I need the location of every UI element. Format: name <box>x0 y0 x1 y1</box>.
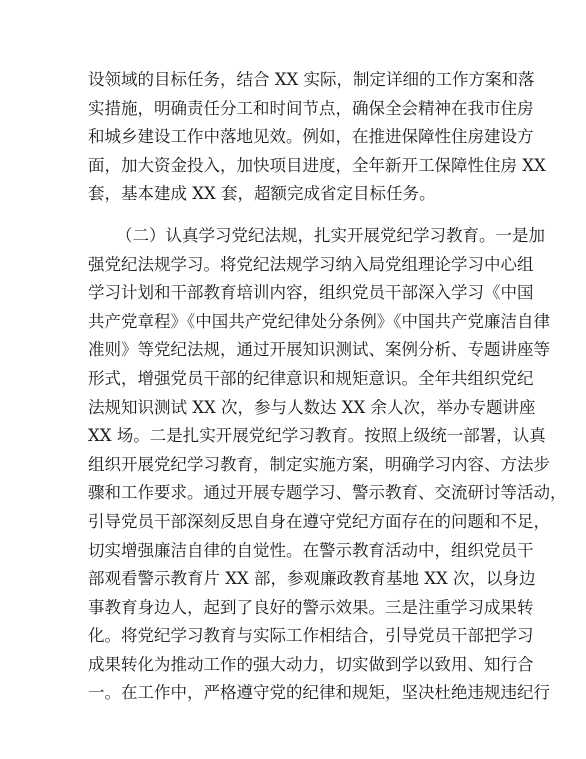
paragraph-line: 形式，增强党员干部的纪律意识和规矩意识。全年共组织党纪 <box>88 368 534 388</box>
document-body <box>88 66 567 708</box>
paragraph-line: 强党纪法规学习。将党纪法规学习纳入局党组理论学习中心组 <box>88 254 534 274</box>
paragraph-line: 化。将党纪学习教育与实际工作相结合，引导党员干部把学习 <box>88 626 534 646</box>
paragraph-line: 事教育身边人，起到了良好的警示效果。三是注重学习成果转 <box>88 597 534 617</box>
paragraph-spacer <box>88 209 508 222</box>
paragraph-line: 设领域的目标任务，结合 XX 实际，制定详细的工作方案和落 <box>88 70 535 89</box>
paragraph-2 <box>88 222 567 708</box>
paragraph-line: 准则》等党纪法规，通过开展知识测试、案例分析、专题讲座等 <box>88 340 550 360</box>
paragraph-line: 切实增强廉洁自律的自觉性。在警示教育活动中，组织党员干 <box>88 540 534 560</box>
paragraph-1 <box>88 66 546 209</box>
paragraph-line: 法规知识测试 XX 次，参与人数达 XX 余人次，举办专题讲座 <box>88 397 536 417</box>
paragraph-line: 组织开展党纪学习教育，制定实施方案，明确学习内容、方法步 <box>88 454 550 474</box>
paragraph-line: XX 场。二是扎实开展党纪学习教育。按照上级统一部署，认真 <box>88 426 546 446</box>
paragraph-line: 部观看警示教育片 XX 部，参观廉政教育基地 XX 次，以身边 <box>88 569 536 589</box>
paragraph-line: （二）认真学习党纪法规，扎实开展党纪学习教育。一是加 <box>116 225 545 245</box>
paragraph-line: 实措施，明确责任分工和时间节点，确保全会精神在我市住房 <box>88 98 534 118</box>
paragraph-line: 骤和工作要求。通过开展专题学习、警示教育、交流研讨等活动， <box>88 483 567 503</box>
paragraph-line: 套，基本建成 XX 套，超额完成省定目标任务。 <box>88 184 436 204</box>
paragraph-line: 学习计划和干部教育培训内容，组织党员干部深入学习《中国 <box>88 283 534 303</box>
paragraph-line: 引导党员干部深刻反思自身在遵守党纪方面存在的问题和不足， <box>88 511 550 531</box>
paragraph-line: 面，加大资金投入，加快项目进度，全年新开工保障性住房 XX <box>88 155 546 175</box>
paragraph-line: 一。在工作中，严格遵守党的纪律和规矩，坚决杜绝违规违纪行 <box>88 683 550 703</box>
paragraph-line: 成果转化为推动工作的强大动力，切实做到学以致用、知行合 <box>88 654 534 674</box>
paragraph-line: 和城乡建设工作中落地见效。例如，在推进保障性住房建设方 <box>88 127 534 147</box>
paragraph-line: 共产党章程》《中国共产党纪律处分条例》《中国共产党廉洁自律 <box>88 311 550 331</box>
